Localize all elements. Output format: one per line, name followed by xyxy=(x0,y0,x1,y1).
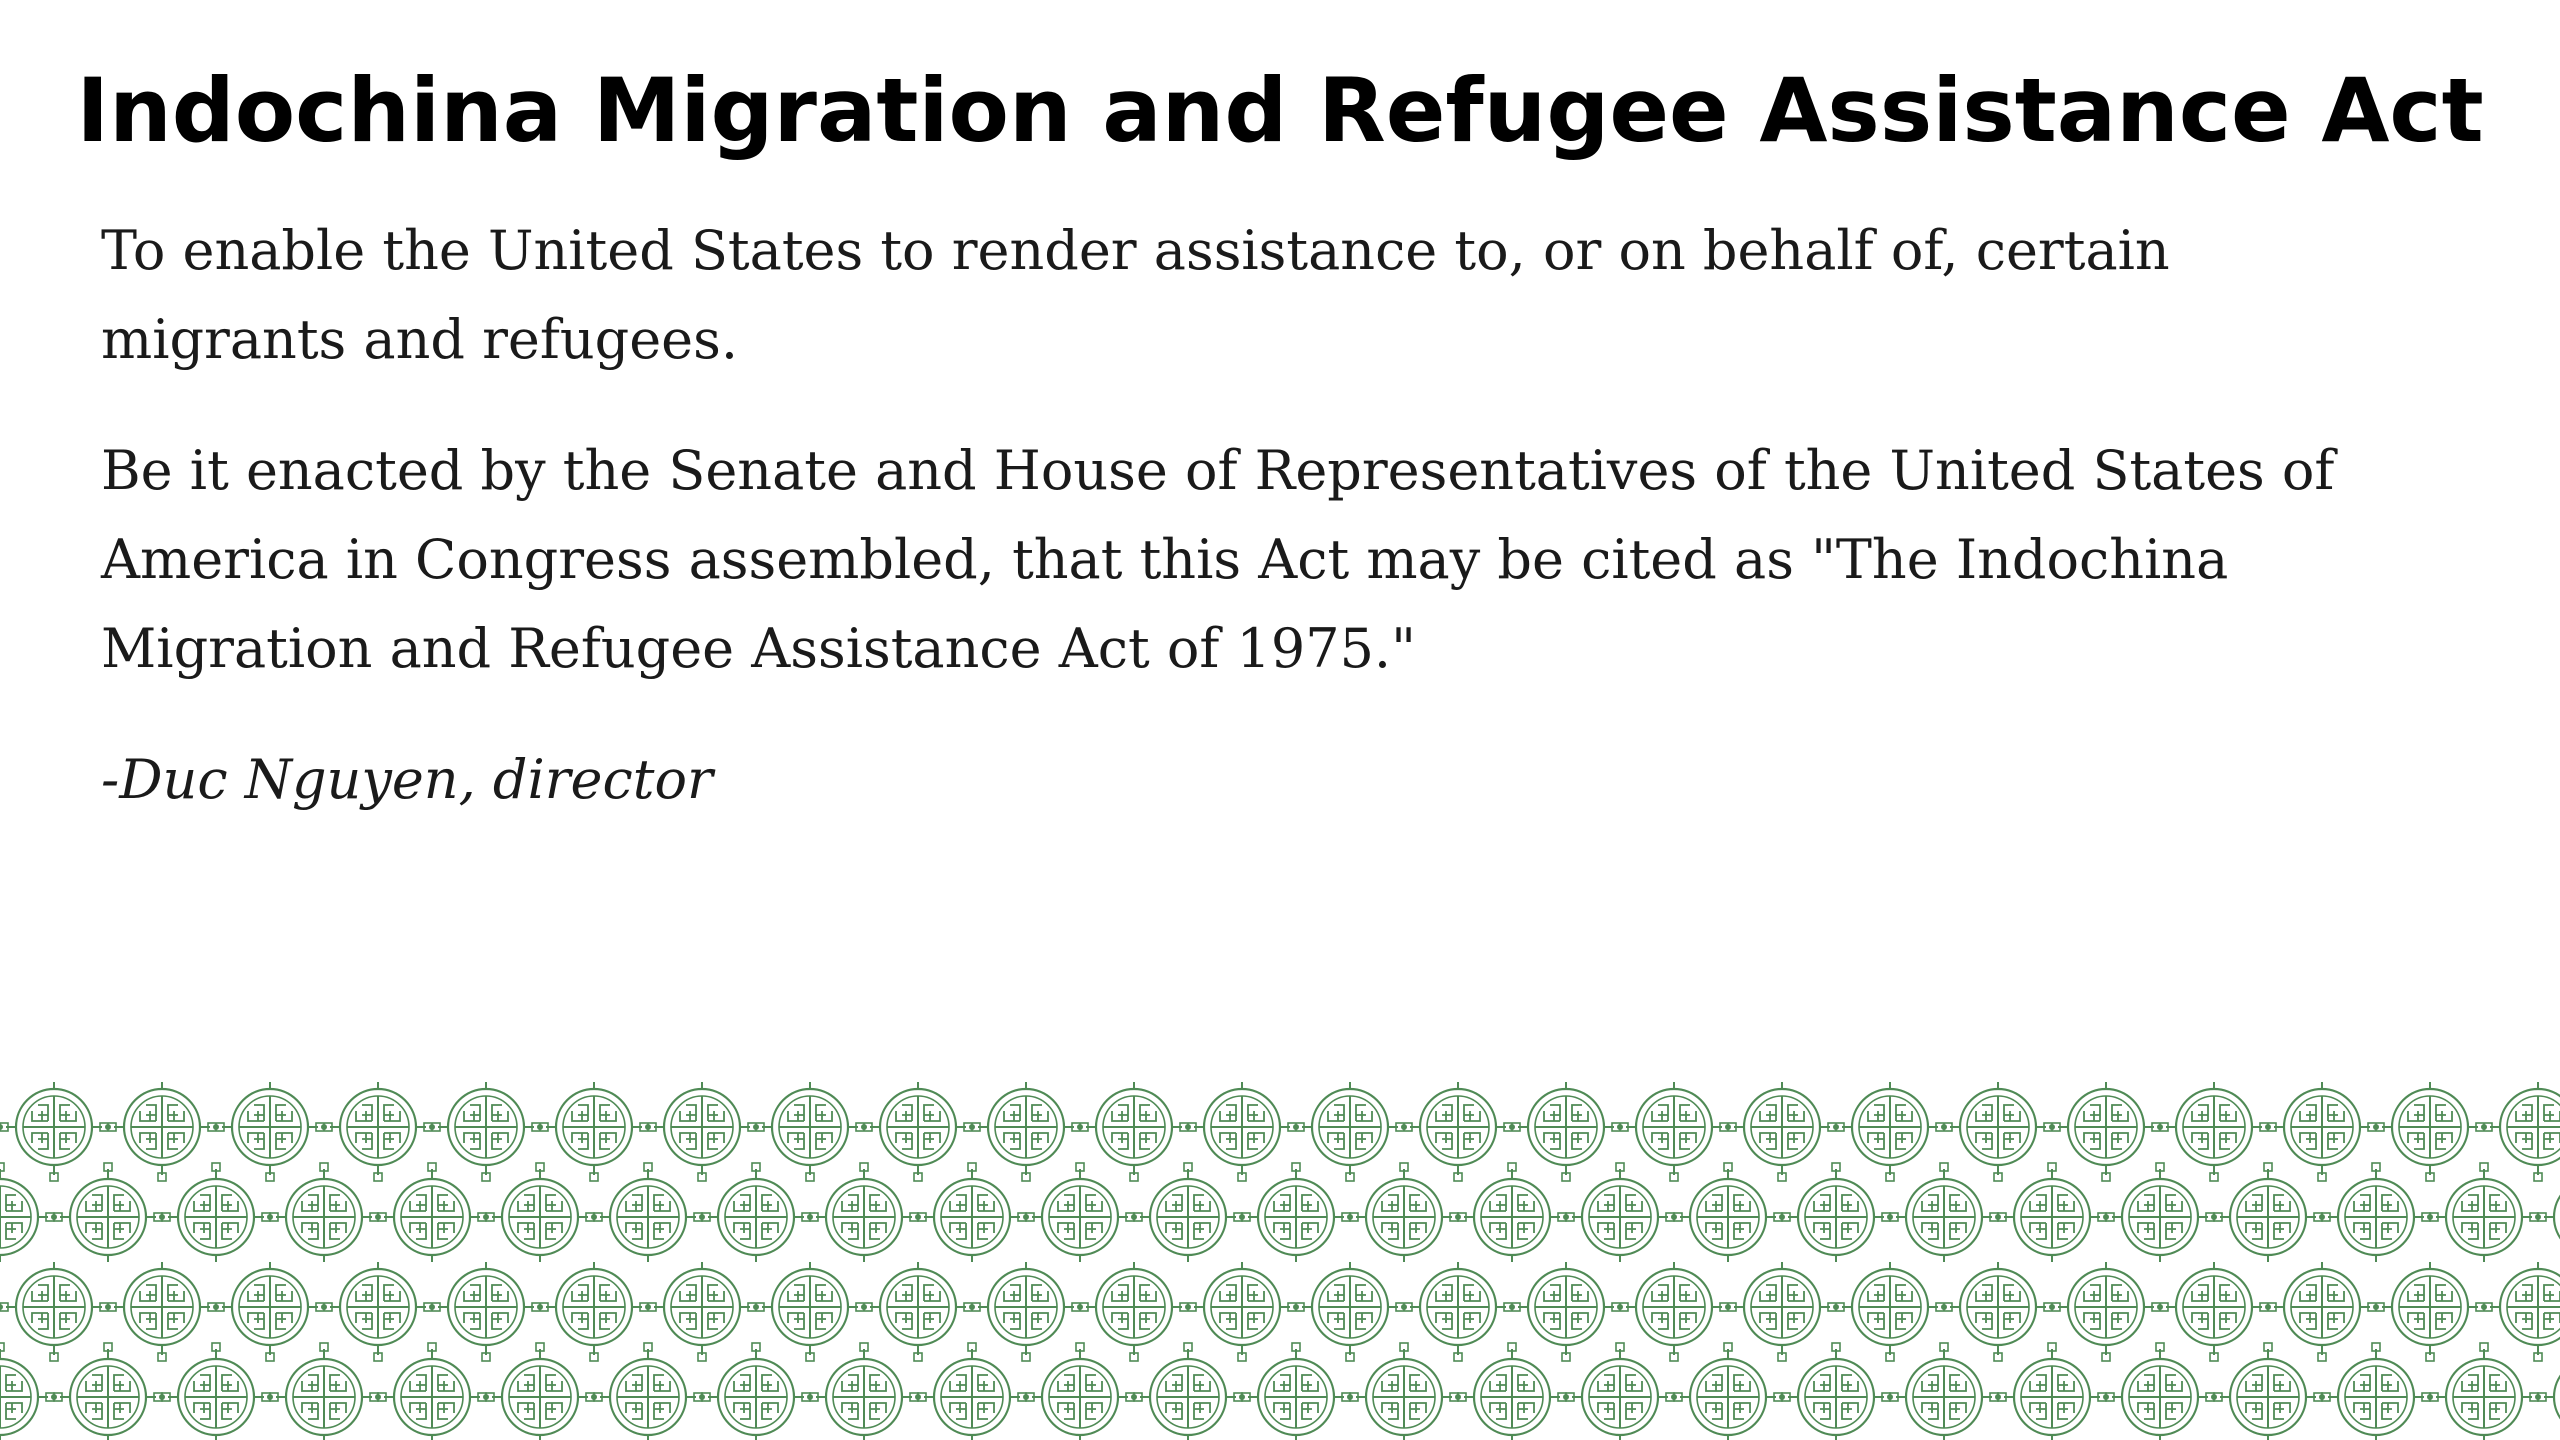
act-purpose-paragraph: To enable the United States to render assistance to, or on behalf of, certain migrants and refugees. xyxy=(101,219,2170,371)
act-enactment-paragraph: Be it enacted by the Senate and House of Representatives of the United States of America in Congress assembled, that this Act may be cited as "The Indochina Migration and Refugee Assistance Act of 1975." xyxy=(101,439,2335,680)
signature-line: -Duc Nguyen, director xyxy=(101,748,713,811)
decorative-pattern-band xyxy=(0,1082,2560,1440)
slide-body xyxy=(101,206,2401,824)
chinese-longevity-medallion-icon xyxy=(0,1082,2560,1440)
slide-title: Indochina Migration and Refugee Assistance Act xyxy=(76,59,2484,162)
